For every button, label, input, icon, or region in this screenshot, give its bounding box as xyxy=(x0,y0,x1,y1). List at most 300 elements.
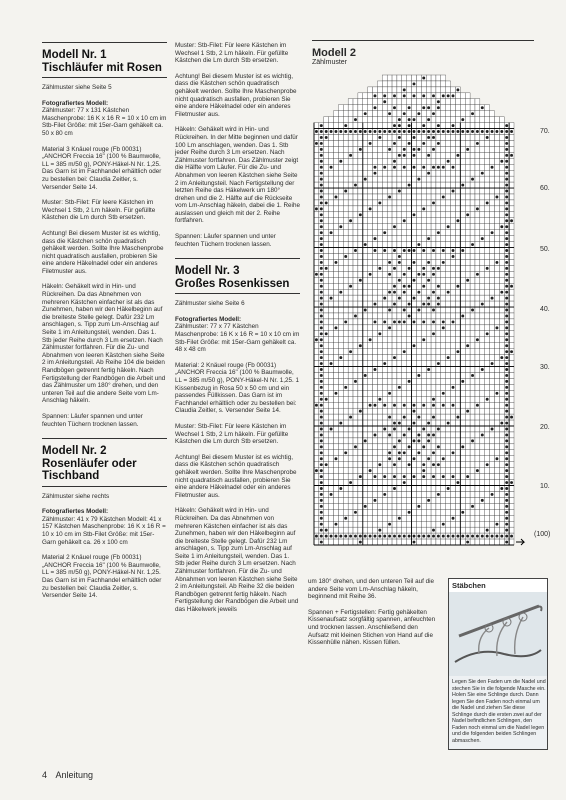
grid-cell xyxy=(334,111,339,117)
grid-cell xyxy=(494,152,499,158)
grid-cell xyxy=(343,271,348,277)
grid-cell xyxy=(368,224,373,230)
grid-cell xyxy=(358,456,363,462)
grid-cell xyxy=(455,527,460,533)
grid-cell xyxy=(412,450,417,456)
grid-cell xyxy=(377,372,382,378)
grid-cell xyxy=(353,420,358,426)
grid-cell xyxy=(470,521,475,527)
grid-cell xyxy=(494,313,499,319)
grid-cell xyxy=(334,343,339,349)
grid-cell xyxy=(480,134,485,140)
grid-cell xyxy=(499,277,504,283)
grid-cell xyxy=(490,480,495,486)
filled-cell xyxy=(505,386,508,389)
grid-cell xyxy=(455,134,460,140)
grid-cell xyxy=(368,444,373,450)
grid-cell xyxy=(421,194,426,200)
grid-cell xyxy=(368,396,373,402)
grid-cell xyxy=(348,134,353,140)
grid-cell xyxy=(368,117,373,123)
filled-cell xyxy=(403,433,406,436)
grid-cell xyxy=(460,224,465,230)
grid-cell xyxy=(329,509,334,515)
grid-cell xyxy=(368,99,373,105)
grid-cell xyxy=(451,170,456,176)
grid-cell xyxy=(363,248,368,254)
grid-cell xyxy=(329,265,334,271)
grid-cell xyxy=(358,515,363,521)
grid-cell xyxy=(480,337,485,343)
grid-cell xyxy=(397,206,402,212)
stitch-info-box xyxy=(448,578,548,750)
grid-cell xyxy=(373,491,378,497)
filled-cell xyxy=(505,326,508,329)
grid-cell xyxy=(338,497,343,503)
grid-cell xyxy=(446,295,451,301)
grid-cell xyxy=(460,331,465,337)
filled-cell xyxy=(393,249,396,252)
grid-cell xyxy=(343,224,348,230)
grid-cell xyxy=(387,367,392,373)
grid-cell xyxy=(402,503,407,509)
grid-cell xyxy=(485,319,490,325)
filled-cell xyxy=(383,475,386,478)
filled-cell xyxy=(393,445,396,448)
grid-cell xyxy=(480,146,485,152)
filled-cell xyxy=(505,160,508,163)
grid-cell xyxy=(460,307,465,313)
grid-cell xyxy=(494,319,499,325)
filled-cell xyxy=(452,249,455,252)
grid-cell xyxy=(338,117,343,123)
grid-cell xyxy=(416,140,421,146)
grid-cell xyxy=(446,134,451,140)
grid-cell xyxy=(460,194,465,200)
grid-cell xyxy=(363,396,368,402)
grid-cell xyxy=(382,420,387,426)
grid-cell xyxy=(460,289,465,295)
filled-cell xyxy=(344,451,347,454)
grid-cell xyxy=(363,105,368,111)
grid-cell xyxy=(446,206,451,212)
grid-cell xyxy=(441,236,446,242)
grid-cell xyxy=(509,134,514,140)
grid-cell xyxy=(441,497,446,503)
grid-cell xyxy=(382,301,387,307)
grid-cell xyxy=(338,140,343,146)
grid-cell xyxy=(412,283,417,289)
grid-cell xyxy=(343,408,348,414)
grid-cell xyxy=(451,230,456,236)
grid-cell xyxy=(475,497,480,503)
grid-cell xyxy=(446,503,451,509)
grid-cell xyxy=(460,515,465,521)
grid-cell xyxy=(387,486,392,492)
model3-finishing: Spannen + Fertigstellen: Fertig gehäkelten Kissenaufsatz sorgfältig spannen, anfeuchten und trocknen lassen. Anschließend den Aufsatz mit kleinen Stichen von Hand auf die Kissenhülle nähen. Kissen füllen. xyxy=(308,608,436,647)
grid-cell xyxy=(387,408,392,414)
filled-cell xyxy=(398,422,401,425)
grid-cell xyxy=(460,295,465,301)
grid-cell xyxy=(353,474,358,480)
grid-cell xyxy=(451,521,456,527)
grid-cell xyxy=(494,384,499,390)
grid-cell xyxy=(465,444,470,450)
grid-cell xyxy=(324,301,329,307)
filled-cell xyxy=(383,362,386,365)
grid-cell xyxy=(358,134,363,140)
filled-cell xyxy=(320,291,323,294)
filled-cell xyxy=(422,535,425,538)
grid-cell xyxy=(387,396,392,402)
filled-cell xyxy=(320,356,323,359)
model1-photo-heading: Fotografiertes Modell: xyxy=(42,99,109,107)
filled-cell xyxy=(456,481,459,484)
grid-cell xyxy=(377,337,382,343)
filled-cell xyxy=(495,196,498,199)
grid-cell xyxy=(392,212,397,218)
filled-cell xyxy=(344,320,347,323)
filled-cell xyxy=(505,130,508,133)
filled-cell xyxy=(320,332,323,335)
grid-cell xyxy=(436,456,441,462)
filled-cell xyxy=(408,535,411,538)
grid-cell xyxy=(348,343,353,349)
filled-cell xyxy=(320,249,323,252)
filled-cell xyxy=(427,261,430,264)
grid-cell xyxy=(324,307,329,313)
grid-cell xyxy=(480,378,485,384)
grid-cell xyxy=(373,123,378,129)
grid-cell xyxy=(407,497,412,503)
grid-cell xyxy=(353,176,358,182)
grid-cell xyxy=(475,509,480,515)
grid-cell xyxy=(324,474,329,480)
grid-cell xyxy=(465,372,470,378)
grid-cell xyxy=(436,539,441,545)
grid-cell xyxy=(475,521,480,527)
grid-cell xyxy=(324,497,329,503)
grid-cell xyxy=(431,188,436,194)
grid-cell xyxy=(494,420,499,426)
grid-cell xyxy=(421,414,426,420)
filled-cell xyxy=(452,404,455,407)
grid-cell xyxy=(426,402,431,408)
grid-cell xyxy=(436,355,441,361)
filled-cell xyxy=(334,326,337,329)
grid-cell xyxy=(455,117,460,123)
filled-cell xyxy=(315,469,318,472)
grid-cell xyxy=(441,539,446,545)
grid-cell xyxy=(348,331,353,337)
grid-cell xyxy=(421,480,426,486)
grid-cell xyxy=(397,158,402,164)
grid-cell xyxy=(421,289,426,295)
grid-cell xyxy=(446,390,451,396)
grid-cell xyxy=(387,468,392,474)
filled-cell xyxy=(393,422,396,425)
filled-cell xyxy=(393,160,396,163)
grid-cell xyxy=(490,248,495,254)
grid-cell xyxy=(485,301,490,307)
filled-cell xyxy=(413,213,416,216)
grid-cell xyxy=(407,527,412,533)
grid-cell xyxy=(446,99,451,105)
grid-cell xyxy=(343,146,348,152)
grid-cell xyxy=(494,170,499,176)
filled-cell xyxy=(325,332,328,335)
filled-cell xyxy=(461,380,464,383)
grid-cell xyxy=(358,313,363,319)
grid-cell xyxy=(475,164,480,170)
grid-cell xyxy=(416,378,421,384)
grid-cell xyxy=(387,527,392,533)
filled-cell xyxy=(320,166,323,169)
filled-cell xyxy=(452,94,455,97)
grid-cell xyxy=(475,99,480,105)
grid-cell xyxy=(455,230,460,236)
grid-cell xyxy=(499,331,504,337)
grid-cell xyxy=(338,123,343,129)
grid-cell xyxy=(334,480,339,486)
grid-cell xyxy=(485,313,490,319)
grid-cell xyxy=(363,265,368,271)
filled-cell xyxy=(354,118,357,121)
grid-cell xyxy=(460,123,465,129)
grid-cell xyxy=(436,289,441,295)
grid-cell xyxy=(402,444,407,450)
filled-cell xyxy=(364,309,367,312)
grid-cell xyxy=(348,188,353,194)
grid-cell xyxy=(475,283,480,289)
grid-cell xyxy=(455,420,460,426)
filled-cell xyxy=(320,309,323,312)
grid-cell xyxy=(397,248,402,254)
filled-cell xyxy=(505,124,508,127)
grid-cell xyxy=(499,337,504,343)
grid-cell xyxy=(485,236,490,242)
model3-subtitle: Großes Rosenkissen xyxy=(175,278,300,295)
grid-cell xyxy=(485,218,490,224)
grid-cell xyxy=(358,355,363,361)
grid-cell xyxy=(436,236,441,242)
filled-cell xyxy=(437,297,440,300)
filled-cell xyxy=(442,535,445,538)
filled-cell xyxy=(403,166,406,169)
filled-cell xyxy=(505,422,508,425)
grid-cell xyxy=(455,140,460,146)
grid-cell xyxy=(348,474,353,480)
grid-cell xyxy=(480,182,485,188)
grid-cell xyxy=(353,372,358,378)
grid-cell xyxy=(377,325,382,331)
grid-cell xyxy=(353,152,358,158)
grid-cell xyxy=(329,158,334,164)
grid-cell xyxy=(392,384,397,390)
grid-cell xyxy=(480,503,485,509)
grid-cell xyxy=(412,509,417,515)
grid-cell xyxy=(382,277,387,283)
filled-cell xyxy=(466,279,469,282)
grid-cell xyxy=(377,206,382,212)
grid-cell xyxy=(407,188,412,194)
grid-cell xyxy=(387,301,392,307)
grid-cell xyxy=(329,182,334,188)
grid-cell xyxy=(377,146,382,152)
filled-cell xyxy=(403,475,406,478)
filled-cell xyxy=(334,535,337,538)
grid-cell xyxy=(387,206,392,212)
grid-cell xyxy=(387,349,392,355)
grid-cell xyxy=(416,230,421,236)
filled-cell xyxy=(369,207,372,210)
grid-cell xyxy=(314,396,319,402)
grid-cell xyxy=(334,152,339,158)
grid-cell xyxy=(392,509,397,515)
filled-cell xyxy=(344,124,347,127)
grid-cell xyxy=(402,337,407,343)
grid-cell xyxy=(377,420,382,426)
filled-cell xyxy=(374,499,377,502)
grid-cell xyxy=(363,117,368,123)
grid-cell xyxy=(377,248,382,254)
grid-cell xyxy=(431,497,436,503)
grid-cell xyxy=(314,265,319,271)
grid-cell xyxy=(343,295,348,301)
filled-cell xyxy=(432,148,435,151)
grid-cell xyxy=(392,313,397,319)
filled-cell xyxy=(505,279,508,282)
filled-cell xyxy=(495,326,498,329)
filled-cell xyxy=(452,386,455,389)
grid-cell xyxy=(329,325,334,331)
grid-cell xyxy=(416,277,421,283)
filled-cell xyxy=(383,130,386,133)
grid-cell xyxy=(490,539,495,545)
grid-cell xyxy=(338,283,343,289)
filled-cell xyxy=(334,392,337,395)
grid-cell xyxy=(470,164,475,170)
grid-cell xyxy=(480,462,485,468)
grid-cell xyxy=(392,194,397,200)
grid-cell xyxy=(373,509,378,515)
filled-cell xyxy=(452,190,455,193)
grid-cell xyxy=(475,438,480,444)
grid-cell xyxy=(363,277,368,283)
filled-cell xyxy=(393,320,396,323)
grid-cell xyxy=(485,325,490,331)
grid-cell xyxy=(455,289,460,295)
grid-cell xyxy=(338,480,343,486)
grid-cell xyxy=(426,408,431,414)
grid-cell xyxy=(324,277,329,283)
grid-cell xyxy=(338,206,343,212)
grid-cell xyxy=(373,259,378,265)
grid-cell xyxy=(416,265,421,271)
filled-cell xyxy=(320,445,323,448)
grid-cell xyxy=(324,515,329,521)
grid-cell xyxy=(353,491,358,497)
grid-cell xyxy=(314,331,319,337)
grid-cell xyxy=(490,277,495,283)
grid-cell xyxy=(436,307,441,313)
filled-cell xyxy=(471,130,474,133)
filled-cell xyxy=(505,207,508,210)
filled-cell xyxy=(403,320,406,323)
grid-cell xyxy=(416,319,421,325)
grid-cell xyxy=(348,527,353,533)
filled-cell xyxy=(398,124,401,127)
grid-cell xyxy=(465,224,470,230)
grid-cell xyxy=(387,426,392,432)
filled-cell xyxy=(359,279,362,282)
grid-cell xyxy=(431,206,436,212)
filled-cell xyxy=(393,166,396,169)
grid-cell xyxy=(431,182,436,188)
grid-cell xyxy=(455,361,460,367)
grid-cell xyxy=(324,242,329,248)
grid-cell xyxy=(460,105,465,111)
grid-cell xyxy=(416,134,421,140)
grid-cell xyxy=(494,402,499,408)
grid-cell xyxy=(455,105,460,111)
grid-cell xyxy=(451,313,456,319)
grid-cell xyxy=(329,176,334,182)
grid-cell xyxy=(407,402,412,408)
grid-cell xyxy=(314,456,319,462)
grid-cell xyxy=(436,497,441,503)
grid-cell xyxy=(441,408,446,414)
filled-cell xyxy=(432,94,435,97)
grid-cell xyxy=(509,438,514,444)
grid-cell xyxy=(446,105,451,111)
grid-cell xyxy=(436,248,441,254)
grid-cell xyxy=(499,491,504,497)
grid-cell xyxy=(480,372,485,378)
grid-cell xyxy=(485,497,490,503)
filled-cell xyxy=(486,463,489,466)
grid-cell xyxy=(377,170,382,176)
grid-cell xyxy=(402,224,407,230)
grid-cell xyxy=(314,188,319,194)
grid-cell xyxy=(421,432,426,438)
filled-cell xyxy=(471,112,474,115)
grid-cell xyxy=(353,331,358,337)
grid-cell xyxy=(480,486,485,492)
grid-cell xyxy=(343,206,348,212)
filled-cell xyxy=(417,130,420,133)
filled-cell xyxy=(320,416,323,419)
grid-cell xyxy=(451,491,456,497)
grid-cell xyxy=(397,81,402,87)
grid-cell xyxy=(363,444,368,450)
grid-cell xyxy=(407,367,412,373)
grid-cell xyxy=(334,474,339,480)
grid-cell xyxy=(416,521,421,527)
grid-cell xyxy=(314,521,319,527)
filled-cell xyxy=(417,112,420,115)
grid-cell xyxy=(480,384,485,390)
grid-cell xyxy=(329,486,334,492)
grid-cell xyxy=(490,259,495,265)
page-number: 4 xyxy=(42,770,48,780)
filled-cell xyxy=(315,404,318,407)
filled-cell xyxy=(432,463,435,466)
grid-cell xyxy=(460,140,465,146)
grid-cell xyxy=(460,480,465,486)
grid-cell xyxy=(431,468,436,474)
grid-cell xyxy=(324,248,329,254)
